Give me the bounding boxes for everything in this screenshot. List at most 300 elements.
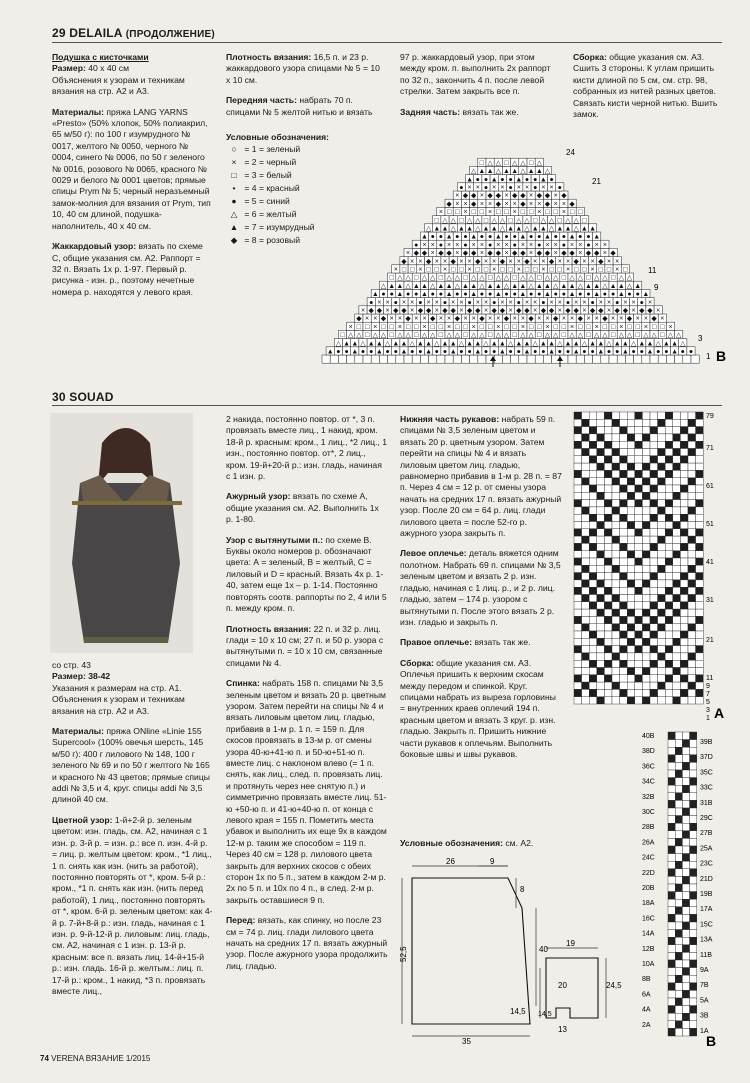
svg-text:△: △ xyxy=(573,217,579,225)
garment-schematic xyxy=(398,856,620,1048)
svg-text:●: ● xyxy=(385,348,390,356)
svg-text:×: × xyxy=(537,200,542,208)
svg-text:△: △ xyxy=(421,332,428,340)
svg-text:×: × xyxy=(483,307,489,315)
svg-text:◆: ◆ xyxy=(520,200,526,208)
svg-text:×: × xyxy=(459,258,464,266)
svg-text:□: □ xyxy=(508,217,513,225)
svg-text:●: ● xyxy=(369,299,374,307)
svg-text:△: △ xyxy=(507,340,514,348)
svg-text:▲: ▲ xyxy=(568,282,576,290)
svg-text:△: △ xyxy=(466,217,473,225)
svg-text:□: □ xyxy=(651,323,657,331)
svg-text:▲: ▲ xyxy=(466,340,474,348)
assembly-29-column: Сборка: общие указания см. А3. Сшить 3 стороны. К углам пришить кисти длиной по 5 см, см. стр. 98, собранных из нитей разных цветов. Связать кисти черной нитью. Вшить замок. xyxy=(573,52,718,120)
svg-text:△: △ xyxy=(471,332,477,340)
svg-text:●: ● xyxy=(586,233,591,241)
svg-text:□: □ xyxy=(459,266,464,274)
svg-text:▲: ▲ xyxy=(421,282,428,290)
svg-text:▲: ▲ xyxy=(445,282,453,290)
svg-text:×: × xyxy=(561,200,566,208)
svg-text:▲: ▲ xyxy=(441,340,449,348)
svg-text:□: □ xyxy=(496,209,501,217)
svg-text:▲: ▲ xyxy=(535,168,543,176)
svg-text:×: × xyxy=(406,250,411,258)
svg-text:●: ● xyxy=(434,348,439,356)
svg-text:▲: ▲ xyxy=(544,282,551,290)
svg-text:×: × xyxy=(471,241,476,249)
svg-text:□: □ xyxy=(512,332,517,340)
svg-text:△: △ xyxy=(524,225,530,233)
svg-text:□: □ xyxy=(410,266,415,274)
svg-text:□: □ xyxy=(483,217,489,225)
row-label-9: 9 xyxy=(654,283,659,292)
svg-text:△: △ xyxy=(594,332,600,340)
svg-text:◆: ◆ xyxy=(622,307,629,315)
dim-13: 13 xyxy=(558,1025,567,1034)
svg-text:□: □ xyxy=(451,266,456,274)
svg-text:□: □ xyxy=(549,266,554,274)
svg-text:▲: ▲ xyxy=(470,233,478,241)
svg-text:×: × xyxy=(606,307,612,315)
svg-text:×: × xyxy=(512,315,517,323)
svg-text:×: × xyxy=(582,307,587,315)
sleeve-piece-outline xyxy=(546,958,598,1018)
svg-text:◆: ◆ xyxy=(495,250,501,258)
svg-text:×: × xyxy=(434,258,439,266)
svg-text:●: ● xyxy=(459,348,464,356)
svg-text:△: △ xyxy=(380,282,387,290)
svg-text:◆: ◆ xyxy=(401,258,407,266)
svg-text:□: □ xyxy=(500,266,505,274)
svg-text:△: △ xyxy=(606,340,612,348)
svg-text:△: △ xyxy=(524,217,530,225)
svg-text:×: × xyxy=(430,250,435,258)
svg-text:▲: ▲ xyxy=(490,176,498,184)
svg-text:●: ● xyxy=(528,291,534,299)
svg-text:▲: ▲ xyxy=(466,225,474,233)
svg-text:×: × xyxy=(447,315,452,323)
svg-text:▲: ▲ xyxy=(498,348,506,356)
svg-text:△: △ xyxy=(569,274,575,282)
svg-text:□: □ xyxy=(364,332,370,340)
svg-text:×: × xyxy=(578,250,583,258)
chart-a-row-label: 61 xyxy=(706,483,714,490)
svg-text:▲: ▲ xyxy=(617,282,625,290)
svg-text:▲: ▲ xyxy=(416,340,424,348)
svg-text:◆: ◆ xyxy=(651,315,657,323)
svg-text:▲: ▲ xyxy=(433,225,441,233)
svg-text:×: × xyxy=(418,266,423,274)
svg-text:◆: ◆ xyxy=(585,250,592,258)
dim-26: 26 xyxy=(446,857,455,866)
svg-text:◆: ◆ xyxy=(524,258,530,266)
svg-text:●: ● xyxy=(512,241,517,249)
svg-text:×: × xyxy=(389,315,394,323)
svg-text:▲: ▲ xyxy=(642,291,650,299)
chart-b-right-label: 15C xyxy=(700,921,713,929)
svg-text:△: △ xyxy=(651,332,657,340)
svg-text:▲: ▲ xyxy=(531,225,539,233)
svg-text:▲: ▲ xyxy=(515,340,523,348)
svg-text:×: × xyxy=(479,241,484,249)
chart-b-left-label: 24C xyxy=(642,854,655,862)
svg-text:□: □ xyxy=(528,159,534,167)
svg-text:●: ● xyxy=(533,348,538,356)
svg-text:×: × xyxy=(500,184,505,192)
svg-text:△: △ xyxy=(655,340,661,348)
svg-text:●: ● xyxy=(438,233,444,241)
svg-text:×: × xyxy=(529,192,534,200)
svg-text:△: △ xyxy=(626,332,633,340)
svg-text:△: △ xyxy=(425,225,432,233)
svg-text:▲: ▲ xyxy=(593,282,601,290)
chart-b-left-label: 18A xyxy=(642,900,655,908)
svg-text:□: □ xyxy=(582,266,587,274)
svg-text:□: □ xyxy=(381,323,386,331)
svg-text:□: □ xyxy=(479,209,485,217)
svg-text:×: × xyxy=(467,184,472,192)
svg-text:▲: ▲ xyxy=(400,348,408,356)
svg-text:▲: ▲ xyxy=(638,340,646,348)
svg-text:●: ● xyxy=(483,176,489,184)
svg-text:×: × xyxy=(619,315,624,323)
svg-text:□: □ xyxy=(610,332,616,340)
dim-14-5b: 14,5 xyxy=(538,1011,552,1018)
svg-text:□: □ xyxy=(586,274,591,282)
svg-text:□: □ xyxy=(598,266,603,274)
svg-text:▲: ▲ xyxy=(515,225,523,233)
svg-text:●: ● xyxy=(492,299,497,307)
svg-text:□: □ xyxy=(504,209,509,217)
svg-text:×: × xyxy=(373,323,378,331)
svg-text:◆: ◆ xyxy=(479,315,485,323)
model-photo xyxy=(50,413,193,653)
svg-text:●: ● xyxy=(504,291,509,299)
svg-text:●: ● xyxy=(492,348,497,356)
svg-text:×: × xyxy=(557,258,562,266)
svg-text:△: △ xyxy=(569,332,575,340)
dim-20: 20 xyxy=(558,981,567,990)
svg-text:◆: ◆ xyxy=(417,307,424,315)
svg-text:□: □ xyxy=(356,323,362,331)
chart-b-right-label: 9A xyxy=(700,967,709,974)
svg-text:×: × xyxy=(508,307,513,315)
svg-text:□: □ xyxy=(487,332,493,340)
svg-text:×: × xyxy=(496,241,501,249)
svg-text:×: × xyxy=(643,323,648,331)
svg-text:×: × xyxy=(520,241,525,249)
svg-text:×: × xyxy=(557,299,562,307)
header-rule xyxy=(52,42,722,43)
svg-text:◆: ◆ xyxy=(553,315,559,323)
svg-text:△: △ xyxy=(483,340,489,348)
svg-text:●: ● xyxy=(430,291,435,299)
svg-text:□: □ xyxy=(504,159,509,167)
svg-text:□: □ xyxy=(610,274,616,282)
svg-text:□: □ xyxy=(389,274,394,282)
svg-text:×: × xyxy=(561,209,566,217)
svg-text:●: ● xyxy=(344,348,349,356)
chart-a-row-label: 11 xyxy=(706,675,714,682)
svg-text:◆: ◆ xyxy=(450,258,456,266)
svg-text:×: × xyxy=(492,184,497,192)
svg-text:×: × xyxy=(611,315,616,323)
svg-text:▲: ▲ xyxy=(457,225,465,233)
svg-text:◆: ◆ xyxy=(544,200,551,208)
svg-text:△: △ xyxy=(495,168,501,176)
svg-text:●: ● xyxy=(438,291,444,299)
svg-text:×: × xyxy=(422,323,427,331)
svg-text:●: ● xyxy=(524,176,530,184)
svg-text:×: × xyxy=(475,184,480,192)
svg-text:◆: ◆ xyxy=(471,250,477,258)
svg-text:●: ● xyxy=(438,241,444,249)
svg-text:◆: ◆ xyxy=(356,315,362,323)
chart-a-row-label: 5 xyxy=(706,699,710,706)
svg-text:×: × xyxy=(385,299,390,307)
chart-b-right-label: 13A xyxy=(700,936,713,944)
svg-text:●: ● xyxy=(557,184,562,192)
svg-text:□: □ xyxy=(471,209,476,217)
svg-text:△: △ xyxy=(475,225,481,233)
svg-text:×: × xyxy=(393,266,398,274)
svg-text:△: △ xyxy=(676,332,682,340)
svg-text:▲: ▲ xyxy=(326,348,334,356)
svg-text:□: □ xyxy=(389,323,394,331)
svg-text:×: × xyxy=(524,299,530,307)
svg-text:□: □ xyxy=(533,217,538,225)
svg-text:◆: ◆ xyxy=(405,315,411,323)
svg-text:▲: ▲ xyxy=(539,176,547,184)
chart-b-right-label: 23C xyxy=(700,860,713,868)
svg-text:▲: ▲ xyxy=(396,291,404,299)
svg-text:▲: ▲ xyxy=(556,225,564,233)
svg-text:□: □ xyxy=(483,266,489,274)
svg-text:△: △ xyxy=(499,225,506,233)
svg-text:△: △ xyxy=(602,332,608,340)
svg-text:●: ● xyxy=(487,291,493,299)
svg-text:●: ● xyxy=(533,176,538,184)
svg-text:▲: ▲ xyxy=(589,340,597,348)
svg-text:△: △ xyxy=(450,225,456,233)
svg-text:●: ● xyxy=(537,233,542,241)
chart-a-row-label: 1 xyxy=(706,715,710,722)
svg-text:▲: ▲ xyxy=(482,225,490,233)
svg-text:×: × xyxy=(533,258,538,266)
svg-text:□: □ xyxy=(434,217,439,225)
svg-text:●: ● xyxy=(442,299,448,307)
svg-text:×: × xyxy=(582,258,587,266)
row-label-1: 1 xyxy=(706,352,711,361)
svg-text:●: ● xyxy=(459,184,464,192)
svg-text:×: × xyxy=(422,315,427,323)
svg-text:×: × xyxy=(565,266,571,274)
svg-text:▲: ▲ xyxy=(421,291,428,299)
svg-text:●: ● xyxy=(656,348,661,356)
svg-text:▲: ▲ xyxy=(490,225,498,233)
svg-text:▲: ▲ xyxy=(441,225,449,233)
svg-text:△: △ xyxy=(680,340,686,348)
svg-text:◆: ◆ xyxy=(614,307,620,315)
svg-text:□: □ xyxy=(508,266,513,274)
svg-text:□: □ xyxy=(537,274,542,282)
svg-text:×: × xyxy=(348,323,353,331)
svg-text:□: □ xyxy=(557,217,562,225)
svg-text:×: × xyxy=(516,184,521,192)
row-label-21: 21 xyxy=(592,177,601,186)
svg-text:×: × xyxy=(570,315,575,323)
svg-text:●: ● xyxy=(393,299,398,307)
svg-text:▲: ▲ xyxy=(523,348,531,356)
density-column: Плотность вязания: 16,5 п. и 23 р. жаккардового узора спицами № 5 = 10 х 10 см. Передняя часть: набрать 70 п. спицами № 5 желтой нитью и вязать Условные обозначения: ○ = 1 = зеленый × = 2 = черный □ = 3 = белый • = 4 = красный ● = 5 = синий △ = 6 = желтый ▲ = 7 = изумрудный ◆ = 8 = розовый xyxy=(226,52,386,247)
svg-text:×: × xyxy=(512,209,517,217)
svg-text:×: × xyxy=(483,258,489,266)
svg-text:△: △ xyxy=(397,332,403,340)
svg-text:●: ● xyxy=(541,348,546,356)
svg-text:×: × xyxy=(455,192,460,200)
svg-text:●: ● xyxy=(516,299,521,307)
svg-text:△: △ xyxy=(405,282,411,290)
svg-text:□: □ xyxy=(364,323,370,331)
chart-b-right-label: 11B xyxy=(700,951,712,959)
svg-text:△: △ xyxy=(430,282,436,290)
svg-text:△: △ xyxy=(520,274,526,282)
chart-b-left-label: 10A xyxy=(642,961,655,968)
chart-a-row-label: 31 xyxy=(706,597,714,604)
svg-text:▲: ▲ xyxy=(437,282,445,290)
svg-text:▲: ▲ xyxy=(421,233,428,241)
chart-b-left-label: 2A xyxy=(642,1021,651,1029)
svg-text:▲: ▲ xyxy=(388,282,396,290)
svg-text:▲: ▲ xyxy=(523,340,531,348)
svg-text:◆: ◆ xyxy=(425,258,432,266)
svg-text:□: □ xyxy=(512,323,517,331)
svg-text:▲: ▲ xyxy=(539,225,547,233)
chart-b-left-label: 8B xyxy=(642,976,651,984)
row-label-11: 11 xyxy=(648,266,657,275)
svg-text:△: △ xyxy=(577,282,583,290)
chart-b-left-label: 4A xyxy=(642,1006,651,1014)
svg-text:×: × xyxy=(594,323,599,331)
svg-text:×: × xyxy=(553,200,558,208)
chart-b-left-label: 26A xyxy=(642,839,655,847)
svg-text:●: ● xyxy=(610,291,616,299)
svg-text:▲: ▲ xyxy=(593,291,601,299)
svg-text:●: ● xyxy=(508,184,513,192)
svg-text:▲: ▲ xyxy=(503,168,510,176)
svg-text:×: × xyxy=(529,200,534,208)
svg-text:▲: ▲ xyxy=(621,340,629,348)
svg-text:▲: ▲ xyxy=(351,348,359,356)
svg-text:●: ● xyxy=(586,241,591,249)
svg-text:△: △ xyxy=(479,332,485,340)
svg-text:▲: ▲ xyxy=(474,340,482,348)
svg-text:△: △ xyxy=(446,274,452,282)
svg-text:×: × xyxy=(553,192,558,200)
svg-text:◆: ◆ xyxy=(450,307,456,315)
dim-9: 9 xyxy=(490,857,495,866)
svg-text:◆: ◆ xyxy=(536,250,542,258)
svg-text:□: □ xyxy=(586,323,591,331)
svg-text:×: × xyxy=(467,266,472,274)
pyramid-grid xyxy=(322,158,699,363)
svg-text:△: △ xyxy=(356,332,362,340)
chart-b-left-label: 14A xyxy=(642,930,655,938)
svg-text:●: ● xyxy=(467,348,472,356)
svg-text:△: △ xyxy=(450,217,456,225)
svg-text:▲: ▲ xyxy=(445,233,453,241)
svg-text:▲: ▲ xyxy=(367,340,375,348)
svg-text:△: △ xyxy=(520,332,526,340)
svg-text:×: × xyxy=(385,307,390,315)
row-label-3: 3 xyxy=(698,334,703,343)
svg-text:×: × xyxy=(582,299,587,307)
svg-text:▲: ▲ xyxy=(613,340,621,348)
svg-text:×: × xyxy=(401,299,407,307)
svg-text:●: ● xyxy=(565,299,571,307)
svg-text:□: □ xyxy=(569,209,575,217)
svg-text:▲: ▲ xyxy=(539,340,547,348)
svg-text:×: × xyxy=(504,250,509,258)
svg-text:□: □ xyxy=(533,266,538,274)
svg-text:●: ● xyxy=(561,291,567,299)
svg-text:×: × xyxy=(442,266,448,274)
chart-a-row-label: 79 xyxy=(706,413,714,420)
row-label-24: 24 xyxy=(566,148,575,157)
svg-text:□: □ xyxy=(578,323,583,331)
svg-text:●: ● xyxy=(561,233,567,241)
svg-text:□: □ xyxy=(405,323,411,331)
svg-text:□: □ xyxy=(487,274,493,282)
svg-text:●: ● xyxy=(475,176,480,184)
svg-text:×: × xyxy=(668,323,673,331)
svg-text:×: × xyxy=(500,299,505,307)
chart-a-row-label: 9 xyxy=(706,683,710,690)
svg-text:▲: ▲ xyxy=(445,291,453,299)
svg-text:◆: ◆ xyxy=(487,250,493,258)
svg-text:□: □ xyxy=(635,323,640,331)
svg-text:×: × xyxy=(422,241,427,249)
svg-text:●: ● xyxy=(639,299,644,307)
model-illustration xyxy=(50,413,193,653)
svg-text:◆: ◆ xyxy=(639,307,645,315)
svg-text:△: △ xyxy=(348,332,354,340)
souad-right-column: Нижняя часть рукавов: набрать 59 п. спицами № 3,5 зеленым цветом и вязать 20 р. цветным узором. Затем перейти на спицы № 4 и вязать лиловым цветом лиц. гладью, равномерно прибавив в 1-м р. 28 п. = 87 п. Через 4 см = 12 р. от смены узора начать на средних 17 п. вязать ажурный узор. После 20 см = 64 р. лиц. глади лилового цвета = после 52-го р. ажурного узора закрыть п. Левое оплечье: деталь вяжется одним полотном. Набрать 69 п. спицами № 3,5 зеленым цветом и вязать 2 р. изн. гладью, начиная с 1 лиц. р., и 2 р. лиц. гладью, затем – 174 р. узором с вытянутыми п. После этого вязать 2 р. изн. гладью и закрыть п. Правое оплечье: вязать так же. Сборка: общие указания см. А3. Оплечья пришить к верхним скосам между передом и спинкой. Круг. спицами набрать из выреза горловины = внутренних краев оплечий 194 п. красным цветом и вязать 3 круг. р. изн. гладью. Закрыть п. Пришить нижние части рукавов к оплечьям. Выполнить боковые швы и швы рукавов. xyxy=(400,414,562,759)
svg-text:×: × xyxy=(643,315,648,323)
svg-text:△: △ xyxy=(471,168,477,176)
svg-text:▲: ▲ xyxy=(617,291,625,299)
svg-text:□: □ xyxy=(660,332,665,340)
svg-text:●: ● xyxy=(479,233,485,241)
svg-text:▲: ▲ xyxy=(634,282,642,290)
svg-text:●: ● xyxy=(414,241,419,249)
svg-text:▲: ▲ xyxy=(375,340,383,348)
chart-b-left-label: 20B xyxy=(642,885,655,892)
svg-text:×: × xyxy=(545,323,550,331)
svg-text:▲: ▲ xyxy=(544,291,551,299)
svg-text:△: △ xyxy=(553,332,559,340)
svg-text:▲: ▲ xyxy=(597,340,605,348)
svg-text:×: × xyxy=(442,258,448,266)
svg-text:△: △ xyxy=(454,274,460,282)
svg-text:□: □ xyxy=(487,323,493,331)
svg-text:△: △ xyxy=(454,282,460,290)
svg-text:●: ● xyxy=(615,348,620,356)
svg-text:△: △ xyxy=(630,340,637,348)
svg-text:▲: ▲ xyxy=(400,340,408,348)
svg-text:□: □ xyxy=(438,332,444,340)
